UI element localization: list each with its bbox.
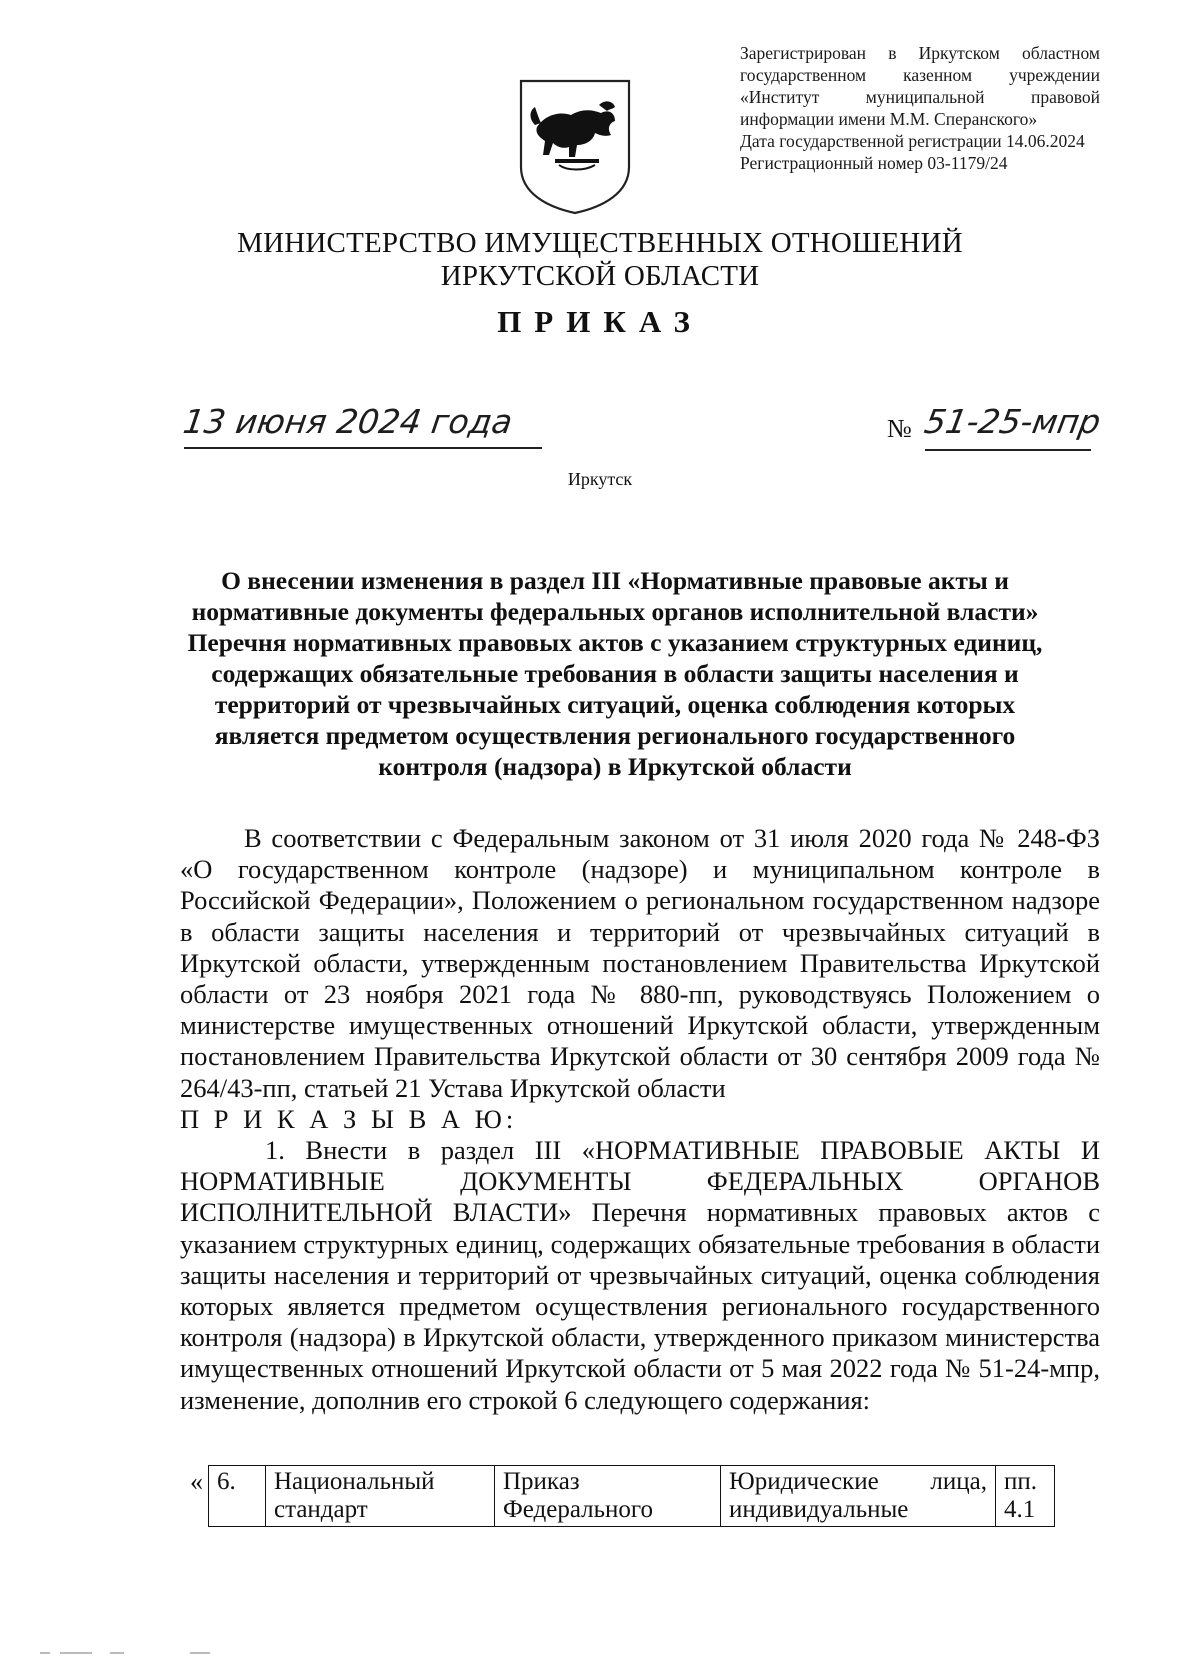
city-name: Иркутск (567, 469, 633, 489)
registration-line: государственном казенном учреждении (740, 65, 1100, 85)
scan-artifact (40, 1650, 240, 1656)
order-title: О внесении изменения в раздел III «Нормативные правовые акты и нормативные документы федеральных органов исполнительной власти» Перечня нормативных правовых актов с указанием структурных единиц, содержащих обязательные требования в области защиты населения и территорий от чрезвычайных ситуаций, оценка соблюдения которых является предметом осуществления регионального государственного контроля (надзора) в Иркутской области (187, 566, 1043, 781)
ministry-line-2: ИРКУТСКОЙ ОБЛАСТИ (440, 260, 760, 292)
registration-line: «Институт муниципальной правовой (740, 87, 1100, 107)
registration-number: Регистрационный номер 03-1179/24 (740, 153, 1008, 173)
document-type: ПРИКАЗ (497, 304, 703, 339)
table-cell-clause: пп. 4.1 (996, 1466, 1055, 1527)
number-label: № (887, 414, 912, 443)
table-cell-act: Приказ Федерального (495, 1466, 721, 1527)
handwritten-number: 51-25-мпр (921, 402, 1104, 441)
amendment-table (208, 1465, 1055, 1527)
item-1-paragraph: 1. Внести в раздел III «НОРМАТИВНЫЕ ПРАВОВЫЕ АКТЫ И НОРМАТИВНЫЕ ДОКУМЕНТЫ ФЕДЕРАЛЬНЫХ ОРГАНОВ ИСПОЛНИТЕЛЬНОЙ ВЛАСТИ» Перечня нормативных правовых актов с указанием структурных единиц, содержащих обязательные требования в области защиты населения и территорий от чрезвычайных ситуаций, оценка соблюдения которых является предметом осуществления регионального государственного контроля (надзора) в Иркутской области, утвержденного приказом министерства имущественных отношений Иркутской области от 5 мая 2022 года № 51-24-мпр, изменение, дополнив его строкой 6 следующего содержания: (180, 1135, 1100, 1415)
ministry-line-1: МИНИСТЕРСТВО ИМУЩЕСТВЕННЫХ ОТНОШЕНИЙ (237, 227, 963, 259)
order-word: П Р И К А З Ы В А Ю: (180, 1103, 518, 1134)
handwritten-date: 13 июня 2024 года (180, 402, 515, 441)
table-cell-document-type: Национальный стандарт (266, 1466, 495, 1527)
table-cell-number: 6. (209, 1466, 266, 1527)
order-body (180, 823, 1100, 1416)
registration-line: информации имени М.М. Сперанского» (740, 109, 1038, 129)
open-quote: « (190, 1467, 203, 1496)
ministry-name (0, 227, 1200, 293)
number-underline (925, 449, 1091, 451)
preamble-paragraph: В соответствии с Федеральным законом от 31 июля 2020 года № 248-ФЗ «О государственном контроле (надзоре) и муниципальном контроле в Российской Федерации», Положением о региональном государственном надзоре в области защиты населения и территорий от чрезвычайных ситуаций в Иркутской области, утвержденным постановлением Правительства Иркутской области от 23 ноября 2021 года № 880-пп, руководствуясь Положением о министерстве имущественных отношений Иркутской области, утвержденным постановлением Правительства Иркутской области от 30 сентября 2009 года № 264/43-пп, статьей 21 Устава Иркутской области (180, 823, 1100, 1103)
table-cell-subjects-text: Юридические лица, индивидуальные (729, 1468, 987, 1523)
registration-date: Дата государственной регистрации 14.06.2024 (740, 131, 1085, 151)
table-cell-subjects (721, 1466, 996, 1527)
date-underline (184, 447, 542, 449)
registration-line: Зарегистрирован в Иркутском областном (740, 43, 1100, 63)
coat-of-arms-emblem (515, 75, 635, 215)
table-row (209, 1466, 1055, 1527)
registration-stamp (740, 42, 1100, 174)
